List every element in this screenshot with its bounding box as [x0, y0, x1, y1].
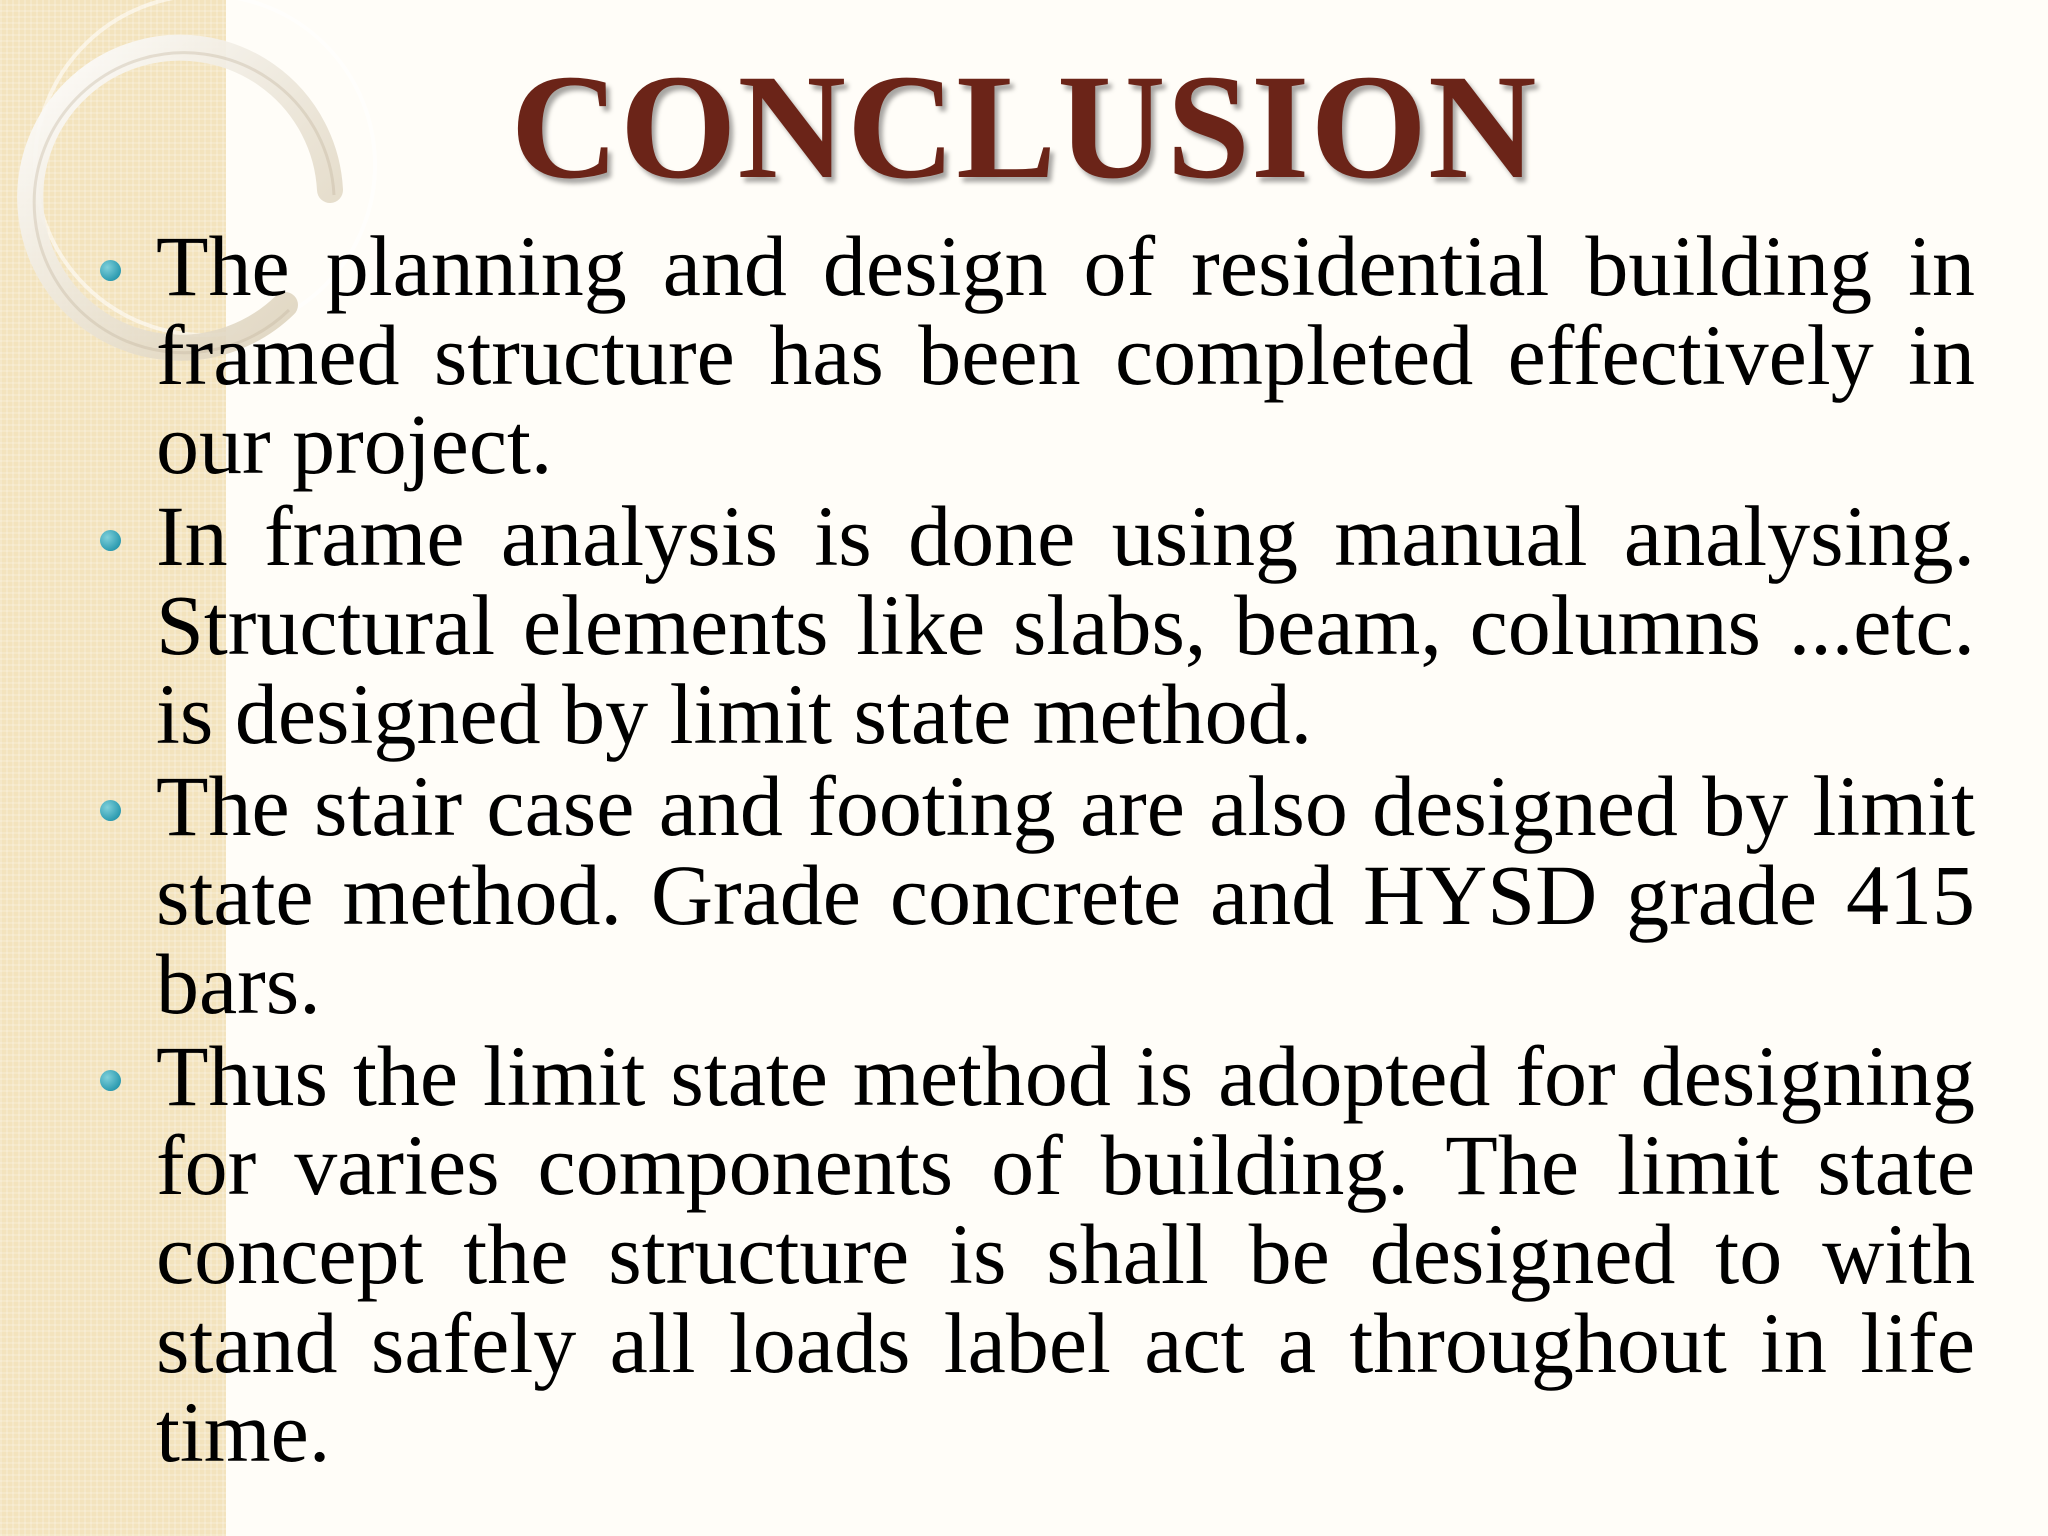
bullet-text: The stair case and footing are also designed by limit state method. Grade concrete and HYSD grade 415 bars. — [156, 758, 1975, 1032]
bullet-dot-icon — [100, 1070, 121, 1091]
bullet-text: Thus the limit state method is adopted for designing for varies components of building. The limit state concept the structure is shall be designed to with stand safely all loads label act a throughout in life time. — [156, 1028, 1975, 1480]
bullet-list — [100, 218, 1975, 1480]
bullet-text: The planning and design of residential building in framed structure has been completed effectively in our project. — [156, 218, 1975, 492]
bullet-item — [100, 758, 1975, 1032]
bullet-item — [100, 218, 1975, 492]
bullet-item — [100, 1028, 1975, 1480]
bullet-dot-icon — [100, 530, 121, 551]
bullet-text: In frame analysis is done using manual analysing. Structural elements like slabs, beam, columns ...etc. is designed by limit state method. — [156, 488, 1975, 762]
bullet-dot-icon — [100, 800, 121, 821]
slide-title: CONCLUSION — [510, 44, 1538, 210]
bullet-item — [100, 488, 1975, 762]
bullet-dot-icon — [100, 260, 121, 281]
